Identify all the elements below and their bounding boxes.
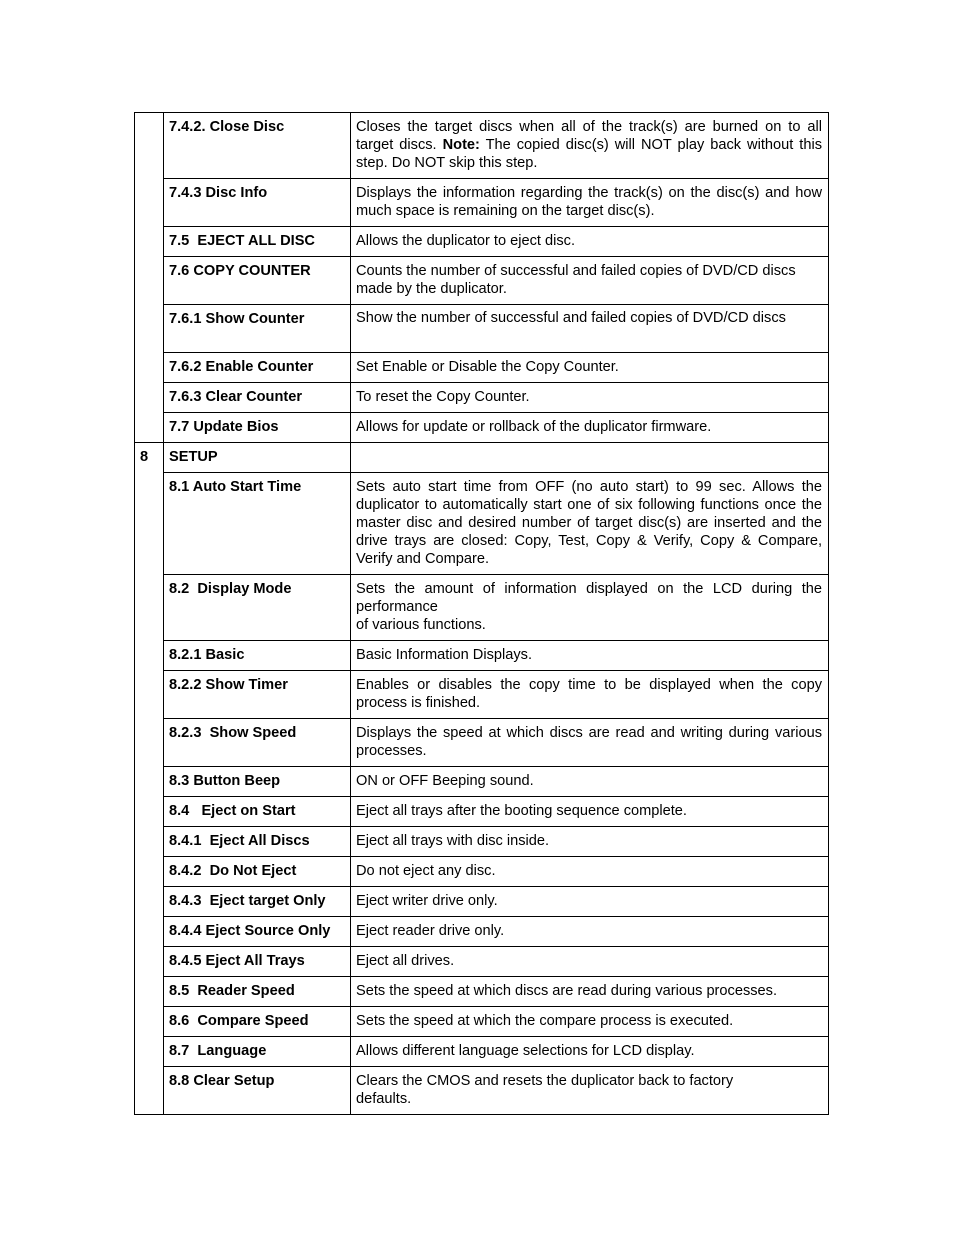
table-row [135,827,829,857]
menu-item-name: 7.6 COPY COUNTER [164,257,351,305]
menu-item-description: Eject writer drive only. [351,887,829,917]
section-number [135,113,164,179]
menu-item-description: Do not eject any disc. [351,857,829,887]
menu-item-description: Displays the information regarding the track(s) on the disc(s) and how much space is remaining on the target disc(s). [351,179,829,227]
menu-item-name: 8.4.4 Eject Source Only [164,917,351,947]
section-number [135,575,164,641]
section-number [135,1067,164,1115]
description-text: The copied disc(s) will NOT play back without this step. Do NOT skip this step. [356,137,822,171]
section-number [135,887,164,917]
menu-item-name: 8.4 Eject on Start [164,797,351,827]
menu-item-description: Enables or disables the copy time to be displayed when the copy process is finished. [351,671,829,719]
table-row [135,797,829,827]
menu-item-description: Displays the speed at which discs are read and writing during various processes. [351,719,829,767]
menu-item-description: Allows the duplicator to eject disc. [351,227,829,257]
menu-item-description: Set Enable or Disable the Copy Counter. [351,353,829,383]
description-line: of various functions. [356,617,486,633]
table-row [135,887,829,917]
table-row [135,947,829,977]
section-number [135,641,164,671]
menu-item-name: 8.2 Display Mode [164,575,351,641]
section-number [135,977,164,1007]
menu-item-name: 7.4.3 Disc Info [164,179,351,227]
description-line: Sets the amount of information displayed on the LCD during the performance [356,581,822,615]
note-label: Note: [442,137,480,153]
section-number [135,473,164,575]
table-row [135,767,829,797]
menu-item-name: SETUP [164,443,351,473]
table-row [135,671,829,719]
section-number [135,227,164,257]
menu-item-description: To reset the Copy Counter. [351,383,829,413]
table-row [135,257,829,305]
section-number [135,257,164,305]
menu-item-name: 8.4.2 Do Not Eject [164,857,351,887]
menu-item-description: Eject reader drive only. [351,917,829,947]
table-row [135,917,829,947]
menu-item-description: Allows for update or rollback of the duplicator firmware. [351,413,829,443]
table-row [135,353,829,383]
menu-item-name: 8.1 Auto Start Time [164,473,351,575]
table-row [135,1067,829,1115]
menu-item-name: 7.6.1 Show Counter [164,305,351,353]
menu-item-description: Eject all trays after the booting sequence complete. [351,797,829,827]
section-number [135,353,164,383]
table-row [135,473,829,575]
menu-item-name: 7.4.2. Close Disc [164,113,351,179]
section-number [135,671,164,719]
section-number [135,413,164,443]
table-row [135,443,829,473]
table-row [135,383,829,413]
table-row [135,575,829,641]
menu-item-description: Eject all trays with disc inside. [351,827,829,857]
section-number [135,797,164,827]
section-number [135,767,164,797]
menu-item-description: Sets the speed at which discs are read during various processes. [351,977,829,1007]
table-row [135,227,829,257]
section-number [135,827,164,857]
menu-item-description [351,443,829,473]
menu-item-name: 8.2.1 Basic [164,641,351,671]
menu-item-description: Sets the speed at which the compare process is executed. [351,1007,829,1037]
section-number [135,305,164,353]
table-row [135,641,829,671]
menu-item-description: Clears the CMOS and resets the duplicator back to factory defaults. [351,1067,829,1115]
menu-item-name: 8.4.1 Eject All Discs [164,827,351,857]
section-number [135,383,164,413]
menu-item-name: 7.7 Update Bios [164,413,351,443]
menu-item-name: 8.2.2 Show Timer [164,671,351,719]
section-number: 8 [135,443,164,473]
table-row [135,305,829,353]
menu-item-description: Eject all drives. [351,947,829,977]
menu-item-name: 7.6.3 Clear Counter [164,383,351,413]
section-number [135,917,164,947]
menu-item-description: Show the number of successful and failed copies of DVD/CD discs [351,305,829,353]
menu-item-description: Sets auto start time from OFF (no auto start) to 99 sec. Allows the duplicator to automatically start one of six following functions once the master disc and desired number of target disc(s) are inserted and the drive trays are closed: Copy, Test, Copy & Verify, Copy & Compare, Verify and Compare. [351,473,829,575]
table-row [135,179,829,227]
menu-item-description [351,575,829,641]
menu-item-name: 8.2.3 Show Speed [164,719,351,767]
section-number [135,1037,164,1067]
section-number [135,947,164,977]
menu-item-description: Allows different language selections for LCD display. [351,1037,829,1067]
menu-item-description: ON or OFF Beeping sound. [351,767,829,797]
description-text: Closes the target discs when all of the track(s) are burned on to all target discs. [356,119,822,153]
menu-item-name: 8.4.5 Eject All Trays [164,947,351,977]
menu-item-description: Counts the number of successful and failed copies of DVD/CD discs made by the duplicator. [351,257,829,305]
menu-item-name: 7.6.2 Enable Counter [164,353,351,383]
table-row [135,413,829,443]
menu-item-name: 8.8 Clear Setup [164,1067,351,1115]
table-row [135,857,829,887]
section-number [135,179,164,227]
table-row [135,113,829,179]
table-row [135,1007,829,1037]
menu-item-description [351,113,829,179]
menu-item-name: 8.6 Compare Speed [164,1007,351,1037]
table-row [135,977,829,1007]
section-number [135,857,164,887]
menu-item-description: Basic Information Displays. [351,641,829,671]
menu-item-name: 8.3 Button Beep [164,767,351,797]
menu-item-name: 8.7 Language [164,1037,351,1067]
menu-item-name: 7.5 EJECT ALL DISC [164,227,351,257]
table-row [135,1037,829,1067]
section-number [135,719,164,767]
section-number [135,1007,164,1037]
settings-table [134,112,829,1115]
menu-item-name: 8.4.3 Eject target Only [164,887,351,917]
menu-item-name: 8.5 Reader Speed [164,977,351,1007]
table-row [135,719,829,767]
